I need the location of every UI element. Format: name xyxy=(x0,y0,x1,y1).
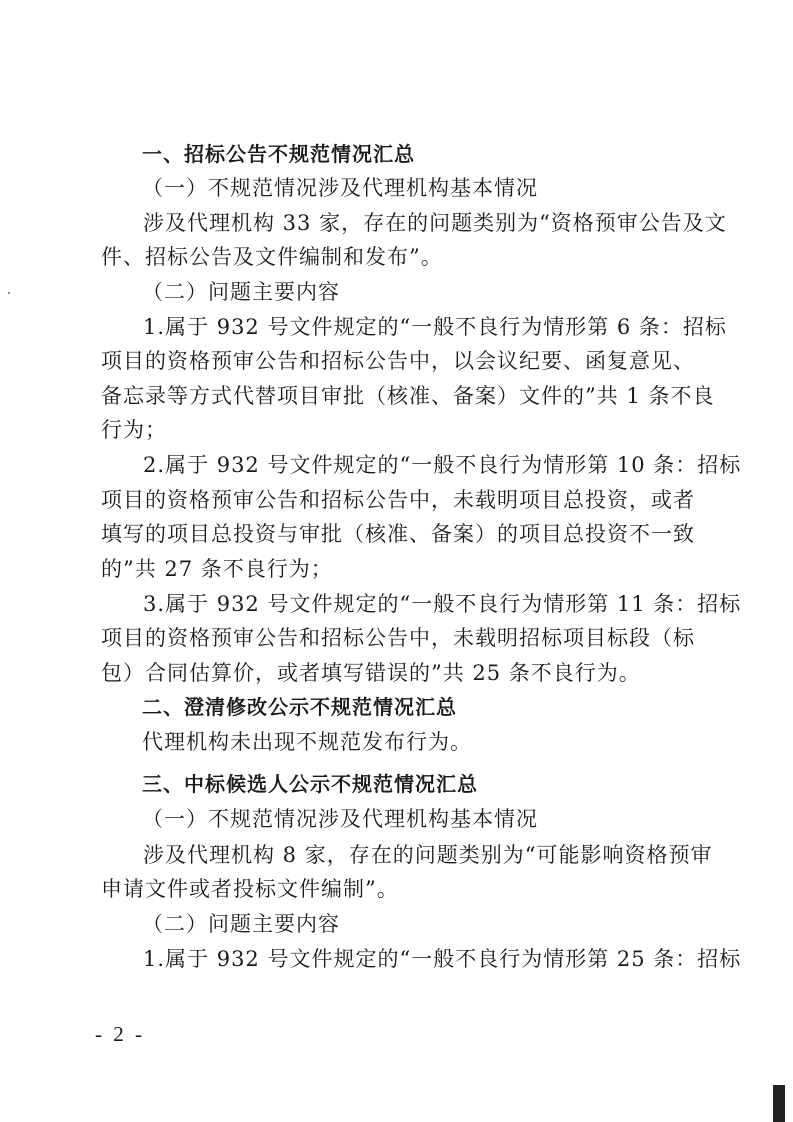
paragraph-line: 行为； xyxy=(101,418,167,442)
scan-speck xyxy=(8,292,10,294)
subsection-heading-3-1: （一）不规范情况涉及代理机构基本情况 xyxy=(142,807,538,831)
scan-edge-mark xyxy=(773,1085,785,1122)
paragraph-line: 2.属于 932 号文件规定的“一般不良行为情形第 10 条：招标 xyxy=(143,453,742,477)
paragraph-line: 项目的资格预审公告和招标公告中，未载明招标项目标段（标 xyxy=(101,626,695,650)
paragraph-line: 申请文件或者投标文件编制”。 xyxy=(101,877,399,901)
paragraph-line: 涉及代理机构 33 家，存在的问题类别为“资格预审公告及文 xyxy=(143,211,727,235)
paragraph-line: 代理机构未出现不规范发布行为。 xyxy=(142,730,472,754)
paragraph-line: 项目的资格预审公告和招标公告中，未载明项目总投资，或者 xyxy=(101,488,695,512)
subsection-heading-3-2: （二）问题主要内容 xyxy=(142,912,340,936)
page-number: - 2 - xyxy=(95,1022,145,1046)
subsection-heading-1-1: （一）不规范情况涉及代理机构基本情况 xyxy=(142,176,538,200)
paragraph-line: 件、招标公告及文件编制和发布”。 xyxy=(101,245,443,269)
paragraph-line: 3.属于 932 号文件规定的“一般不良行为情形第 11 条：招标 xyxy=(143,592,742,616)
paragraph-line: 的”共 27 条不良行为； xyxy=(101,557,333,581)
paragraph-line: 备忘录等方式代替项目审批（核准、备案）文件的”共 1 条不良 xyxy=(101,384,715,408)
paragraph-line: 1.属于 932 号文件规定的“一般不良行为情形第 6 条：招标 xyxy=(143,315,727,339)
section-heading-1: 一、招标公告不规范情况汇总 xyxy=(142,142,415,166)
paragraph-line: 项目的资格预审公告和招标公告中，以会议纪要、函复意见、 xyxy=(101,349,695,373)
paragraph-line: 填写的项目总投资与审批（核准、备案）的项目总投资不一致 xyxy=(101,522,695,546)
subsection-heading-1-2: （二）问题主要内容 xyxy=(142,280,340,304)
section-heading-3: 三、中标候选人公示不规范情况汇总 xyxy=(142,772,478,796)
paragraph-line: 涉及代理机构 8 家，存在的问题类别为“可能影响资格预审 xyxy=(143,843,713,867)
paragraph-line: 包）合同估算价，或者填写错误的”共 25 条不良行为。 xyxy=(101,661,641,685)
paragraph-line: 1.属于 932 号文件规定的“一般不良行为情形第 25 条：招标 xyxy=(143,947,742,971)
section-heading-2: 二、澄清修改公示不规范情况汇总 xyxy=(142,695,457,719)
